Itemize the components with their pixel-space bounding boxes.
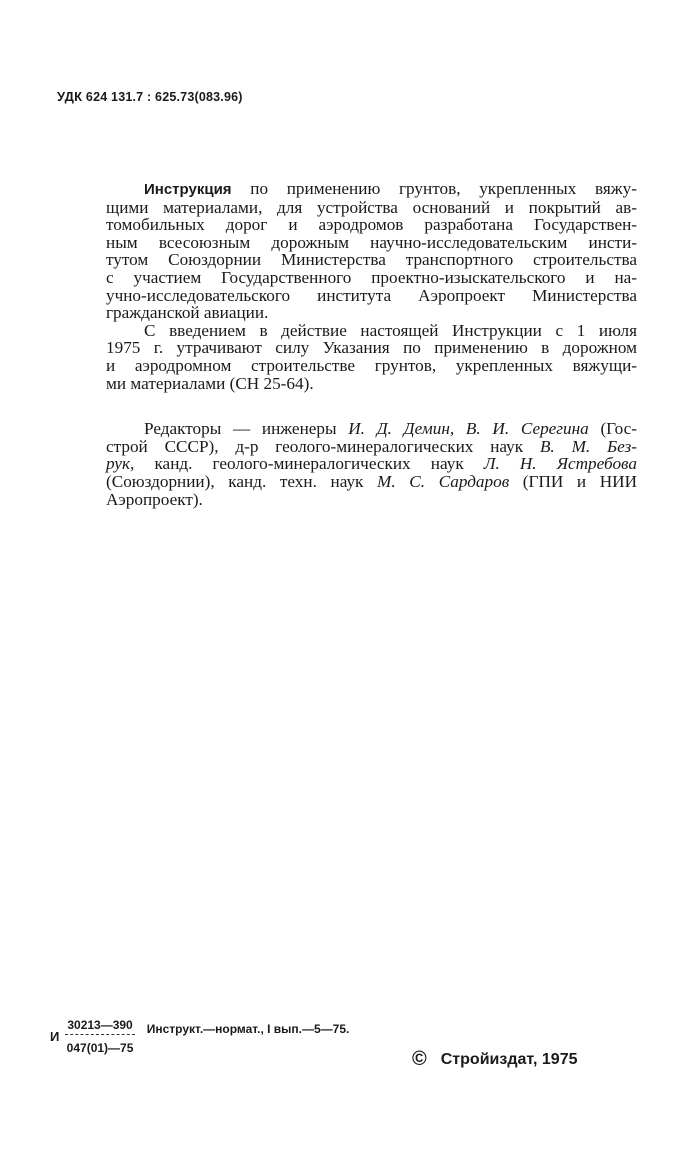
copyright [412,1048,577,1071]
index-fraction [65,1018,134,1055]
paragraph-editors: Редакторы — инженеры И. Д. Демин, В. И. Серегина (Гос- строй СССР), д-р геолого-минералогических наук В. М. Без- рук, канд. геолого-минералогических наук Л. Н. Ястребова (Союздорнии), канд. техн. наук М. С. Сардаров (ГПИ и НИИ Аэропроект). [106,419,637,509]
annotation-text [106,180,637,508]
catalog-line: Инструкт.—нормат., I вып.—5—75. [146,1021,350,1036]
index-denominator: 047(01)—75 [66,1041,134,1055]
index-numerator: 30213—390 [65,1018,134,1035]
copyright-icon: © [412,1048,427,1070]
paragraph-supersedes: С введением в действие настоящей Инструкции с 1 июля 1975 г. утрачивают силу Указания по применению в дорожном и аэродромном строительстве грунтов, укрепленных вяжущи- ми материалами (СН 25-64). [106,320,637,393]
editor-names: И. Д. Демин, В. И. Серегина [348,419,589,439]
instruction-title-bold: Инструкция [144,181,232,198]
udk-code [57,89,243,104]
udk-value: 624 131.7 : 625.73(083.96) [85,90,243,104]
index-letter: И [50,1029,60,1044]
udk-label: УДК [57,89,83,104]
paragraph-about: Инструкция по применению грунтов, укрепленных вяжу- щими материалами, для устройства оснований и покрытий ав- томобильных дорог и аэродромов разработана Государствен- ным всесоюзным дорожным научно-исследовательским инсти- тутом Союздорнии Министерства транспортного строительства с участием Государственного проектно-изыскательского и на- учно-исследовательского института Аэропроект Министерства гражданской авиации. [106,179,637,323]
publisher: Стройиздат, 1975 [440,1050,578,1068]
